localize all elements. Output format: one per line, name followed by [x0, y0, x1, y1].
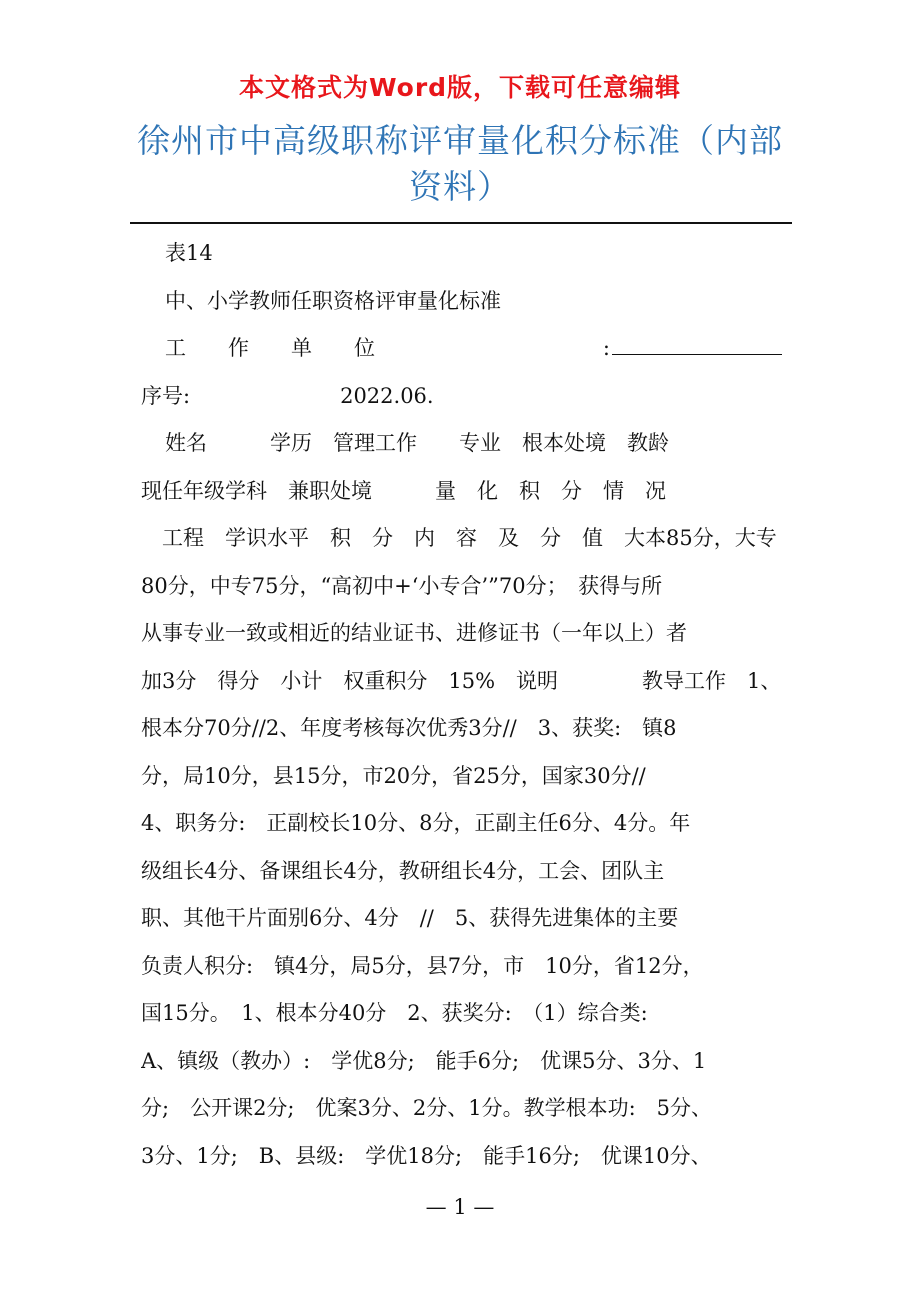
body-line: 80分，中专75分，“高初中+‘小专合’”70分； 获得与所 [141, 573, 663, 598]
body-line: 级组长4分、备课组长4分，教研组长4分，工会、团队主 [141, 858, 665, 883]
title-divider [130, 222, 792, 224]
work-unit-blank [612, 328, 782, 355]
body-line: 职、其他干片面别6分、4分 // 5、获得先进集体的主要 [141, 906, 679, 930]
page-number: — 1 — [425, 1195, 495, 1219]
work-unit-colon: : [602, 336, 610, 360]
date-value: 2022.06. [340, 383, 434, 408]
serial-line [141, 373, 782, 421]
body-line: 国15分。 1、根本分40分 2、获奖分: （1）综合类: [141, 1001, 648, 1025]
body-line: A、镇级（教办）: 学优8分; 能手6分; 优课5分、3分、1 [141, 1048, 707, 1073]
document-body [141, 230, 782, 1180]
work-unit-line [141, 325, 782, 373]
body-line: 4、职务分: 正副校长10分、8分，正副主任6分、4分。年 [141, 811, 691, 835]
body-line: 分，局10分，县15分，市20分，省25分，国家30分// [141, 763, 646, 788]
form-subtitle: 中、小学教师任职资格评审量化标准 [165, 288, 501, 313]
table-number: 表14 [165, 241, 213, 265]
body-line: 3分、1分; B、县级: 学优18分; 能手16分; 优课10分、 [141, 1143, 712, 1168]
serial-label: 序号: [141, 383, 191, 408]
body-line: 从事专业一致或相近的结业证书、进修证书（一年以上）者 [141, 621, 687, 645]
banner-notice: 本文格式为Word版，下载可任意编辑 [238, 73, 682, 102]
body-line: 根本分70分//2、年度考核每次优秀3分// 3、获奖: 镇8 [141, 716, 677, 740]
body-line: 现任年级学科 兼职处境 量 化 积 分 情 况 [141, 478, 666, 503]
body-line: 加3分 得分 小计 权重积分 15% 说明 教导工作 1、 [141, 668, 782, 693]
work-unit-label: 工 作 单 位 [165, 336, 375, 360]
document-title: 徐州市中高级职称评审量化积分标准（内部资料） [137, 121, 783, 206]
body-line: 分; 公开课2分; 优案3分、2分、1分。教学根本功: 5分、 [141, 1096, 713, 1120]
body-line: 工程 学识水平 积 分 内 容 及 分 值 大本85分，大专 [141, 526, 777, 550]
body-line: 姓名 学历 管理工作 专业 根本处境 教龄 [165, 431, 669, 455]
body-line: 负责人积分: 镇4分，局5分，县7分，市 10分，省12分， [141, 953, 704, 978]
